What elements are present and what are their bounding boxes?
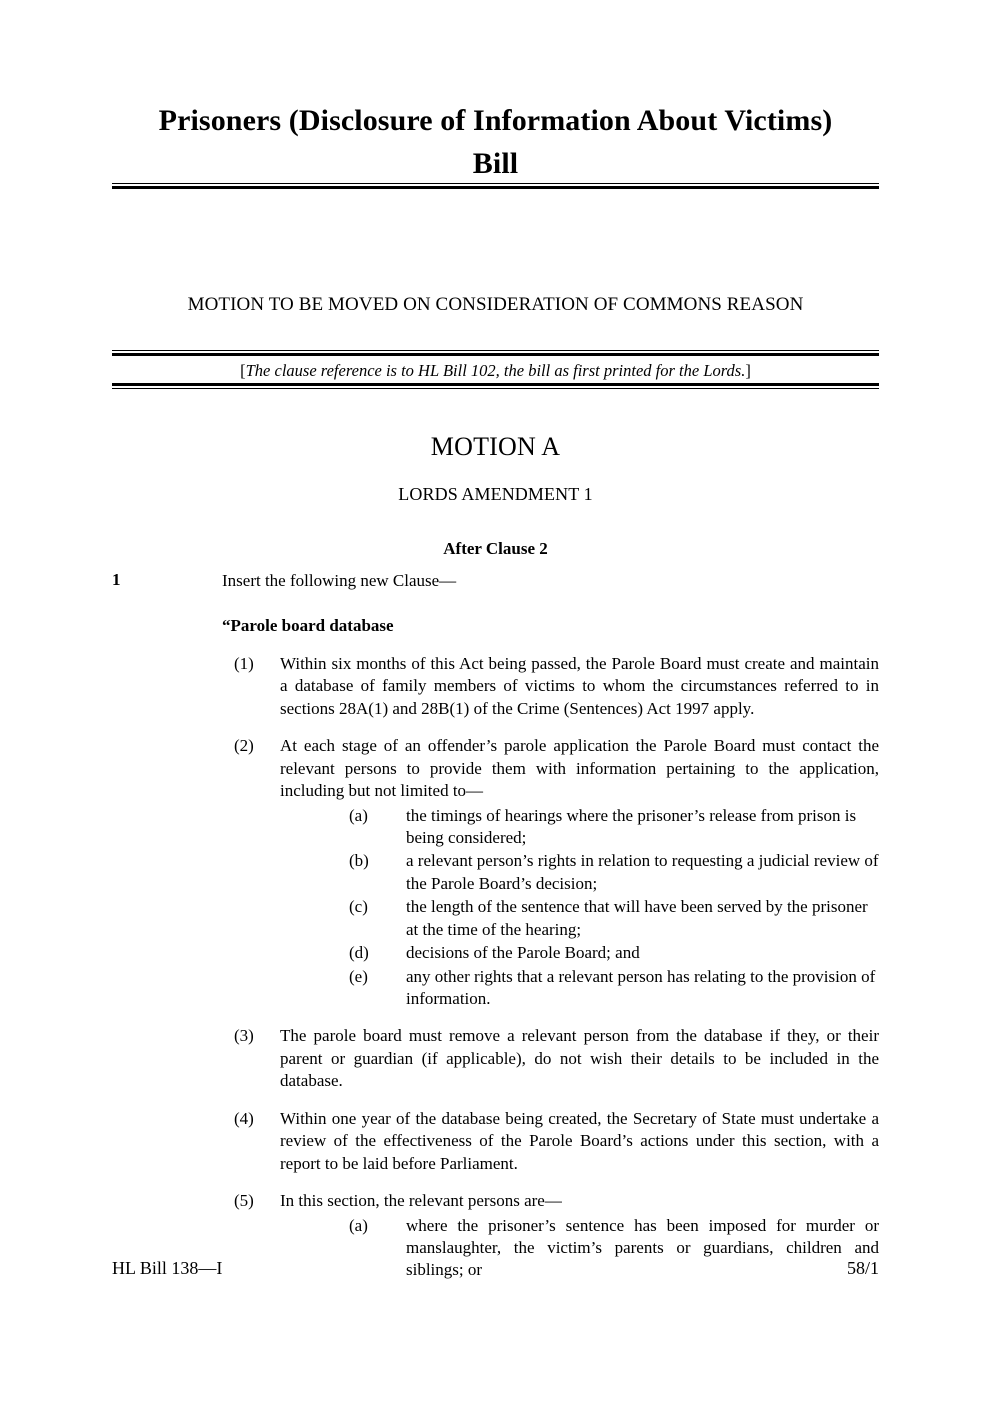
- lords-amendment-label: LORDS AMENDMENT 1: [398, 484, 593, 504]
- insert-instruction: Insert the following new Clause—: [222, 571, 457, 590]
- note-close-bracket: ]: [745, 361, 751, 380]
- sub-item-text: the length of the sentence that will have been served by the prisoner at the time of the hearing;: [406, 897, 868, 939]
- rule-thick: [112, 353, 879, 356]
- clause-sub-item: [280, 966, 879, 1011]
- paragraph-text: Within one year of the database being created, the Secretary of State must undertake a review of the effectiveness of the Parole Board’s actions under this section, with a report to be laid before Parliament.: [280, 1108, 879, 1173]
- note-open-bracket: [: [240, 361, 246, 380]
- sub-item-list: [280, 1215, 879, 1282]
- sub-item-list: [280, 805, 879, 1011]
- rule-above-note: [112, 350, 879, 356]
- amendment-block: [112, 570, 879, 1282]
- title-block: [112, 100, 879, 185]
- sub-item-marker: (d): [349, 943, 369, 963]
- position-heading: After Clause 2: [443, 539, 548, 558]
- motion-label: MOTION A: [430, 432, 561, 461]
- clause-paragraph: [222, 653, 879, 720]
- clause-paragraph: [222, 735, 879, 1010]
- clause-title: “Parole board database: [222, 615, 394, 635]
- paragraph-marker: (1): [234, 653, 254, 673]
- sub-item-marker: (e): [349, 966, 368, 986]
- paragraph-marker: (3): [234, 1026, 254, 1046]
- paragraph-list: [222, 653, 879, 1282]
- paragraph-text: Within six months of this Act being passed, the Parole Board must create and maintain a database of family members of victims to whom the circumstances referred to in sections 28A(1) and 28B(1) of the Crime (Sentences) Act 1997 apply.: [280, 653, 879, 718]
- sub-item-marker: (c): [349, 897, 368, 917]
- clause-paragraph: [222, 1190, 879, 1282]
- paragraph-marker: (2): [234, 736, 254, 756]
- clause-sub-item: [280, 850, 879, 895]
- rule-thin: [112, 388, 879, 389]
- paragraph-text: In this section, the relevant persons are—: [280, 1191, 562, 1211]
- rule-thick: [112, 186, 879, 189]
- clause-sub-item: [280, 1215, 879, 1282]
- amendment-body: [222, 570, 879, 1282]
- sub-item-marker: (a): [349, 1215, 368, 1235]
- paragraph-marker: (4): [234, 1108, 254, 1128]
- footer-bill-number: HL Bill 138—I: [112, 1258, 223, 1278]
- sub-item-marker: (a): [349, 805, 368, 825]
- rule-below-note: [112, 383, 879, 389]
- amendment-number: 1: [112, 570, 121, 589]
- footer-page-number: 58/1: [846, 1258, 879, 1278]
- motion-heading: MOTION TO BE MOVED ON CONSIDERATION OF COMMONS REASON: [187, 294, 804, 315]
- paragraph-text: At each stage of an offender’s parole application the Parole Board must contact the relevant persons to provide them with information pertaining to the application, including but not limited to—: [280, 736, 879, 801]
- clause-reference-note: [112, 361, 879, 381]
- sub-item-text: decisions of the Parole Board; and: [406, 943, 640, 963]
- clause-paragraph: [222, 1025, 879, 1092]
- page-title-line-2: Bill: [472, 146, 519, 180]
- sub-item-text: a relevant person’s rights in relation to requesting a judicial review of the Parole Board’s decision;: [406, 851, 879, 893]
- clause-sub-item: [280, 805, 879, 850]
- note-text: The clause reference is to HL Bill 102, the bill as first printed for the Lords.: [245, 361, 746, 380]
- sub-item-text: the timings of hearings where the prisoner’s release from prison is being considered;: [406, 805, 857, 847]
- paragraph-text: The parole board must remove a relevant person from the database if they, or their parent or guardian (if applicable), do not wish their details to be included in the database.: [280, 1026, 879, 1091]
- sub-item-text: where the prisoner’s sentence has been imposed for murder or manslaughter, the victim’s parents or guardians, children and siblings; or: [406, 1215, 879, 1280]
- clause-sub-item: [280, 896, 879, 941]
- sub-item-marker: (b): [349, 851, 369, 871]
- sub-item-text: any other rights that a relevant person has relating to the provision of information.: [406, 966, 876, 1008]
- clause-paragraph: [222, 1108, 879, 1175]
- page-title-line-1: Prisoners (Disclosure of Information About Victims): [158, 104, 833, 137]
- rule-under-title: [112, 183, 879, 189]
- clause-sub-item: [280, 942, 879, 964]
- paragraph-marker: (5): [234, 1191, 254, 1211]
